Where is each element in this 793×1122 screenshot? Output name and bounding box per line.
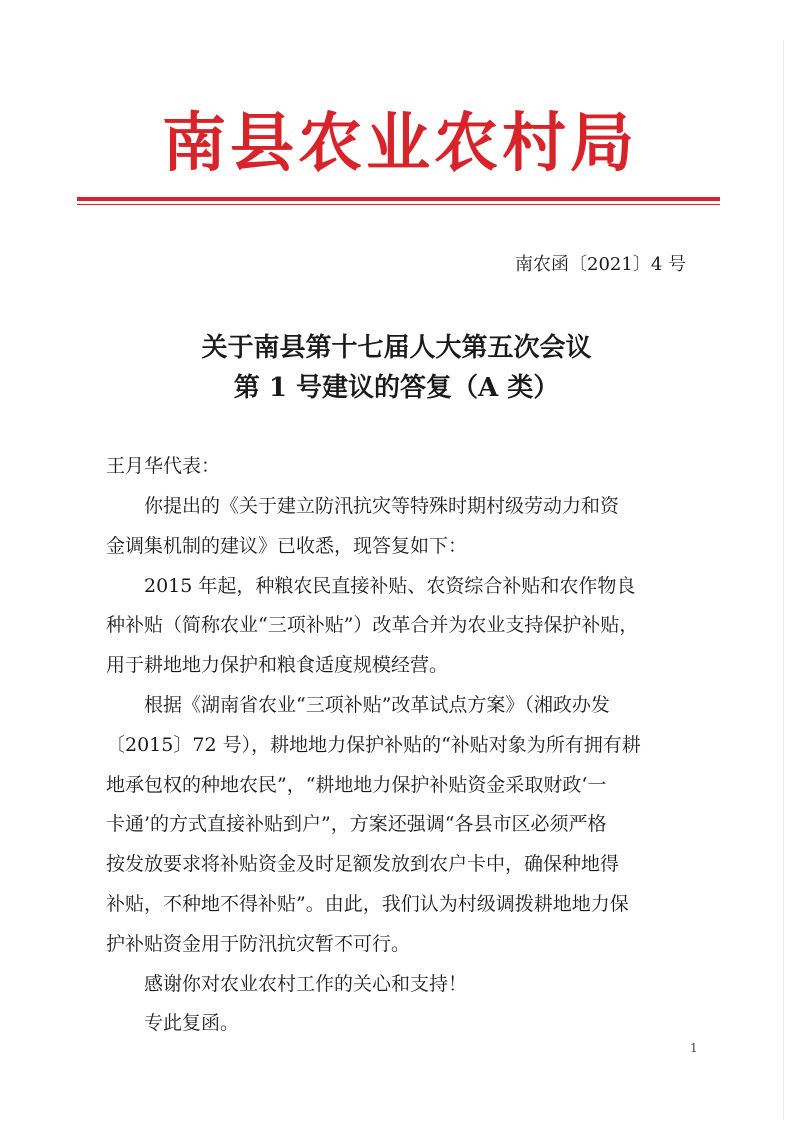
body-line: 按发放要求将补贴资金及时足额发放到农户卡中，确保种地得	[106, 853, 620, 875]
body-line: 卡通’的方式直接补贴到户”，方案还强调“各县市区必须严格	[106, 813, 607, 835]
body-line: 〔2015〕72 号），耕地地力保护补贴的“补贴对象为所有拥有耕	[106, 734, 641, 756]
document-title-line-1: 关于南县第十七届人大第五次会议	[201, 333, 592, 363]
scan-edge-line	[783, 40, 784, 1120]
body-line: 根据《湖南省农业“三项补贴”改革试点方案》（湘政办发	[106, 694, 610, 716]
page-number: 1	[690, 1041, 698, 1055]
document-number: 南农函〔2021〕4 号	[515, 254, 686, 275]
body-line: 护补贴资金用于防汛抗灾暂不可行。	[106, 933, 411, 955]
body-line: 地承包权的种地农民”，“耕地地力保护补贴资金采取财政‘一	[106, 774, 607, 796]
body-line: 补贴，不种地不得补贴”。由此，我们认为村级调拨耕地地力保	[106, 893, 629, 915]
body-line: 种补贴（简称农业“三项补贴”）改革合并为农业支持保护补贴，	[106, 614, 639, 636]
header-red-rule-thick	[77, 197, 720, 201]
body-line: 2015 年起，种粮农民直接补贴、农资综合补贴和农作物良	[106, 575, 636, 597]
salutation: 王月华代表：	[106, 455, 221, 477]
document-title-line-2: 第 1 号建议的答复（A 类）	[233, 373, 560, 403]
body-line: 用于耕地地力保护和粮食适度规模经营。	[106, 654, 449, 676]
body-line: 金调集机制的建议》已收悉，现答复如下：	[106, 535, 468, 557]
body-line: 感谢你对农业农村工作的关心和支持！	[106, 973, 468, 995]
org-header-title: 南县农业农村局	[162, 106, 638, 181]
body-line: 专此复函。	[106, 1012, 240, 1034]
body-line: 你提出的《关于建立防汛抗灾等特殊时期村级劳动力和资	[106, 495, 620, 517]
header-red-rule-thin	[77, 204, 720, 205]
